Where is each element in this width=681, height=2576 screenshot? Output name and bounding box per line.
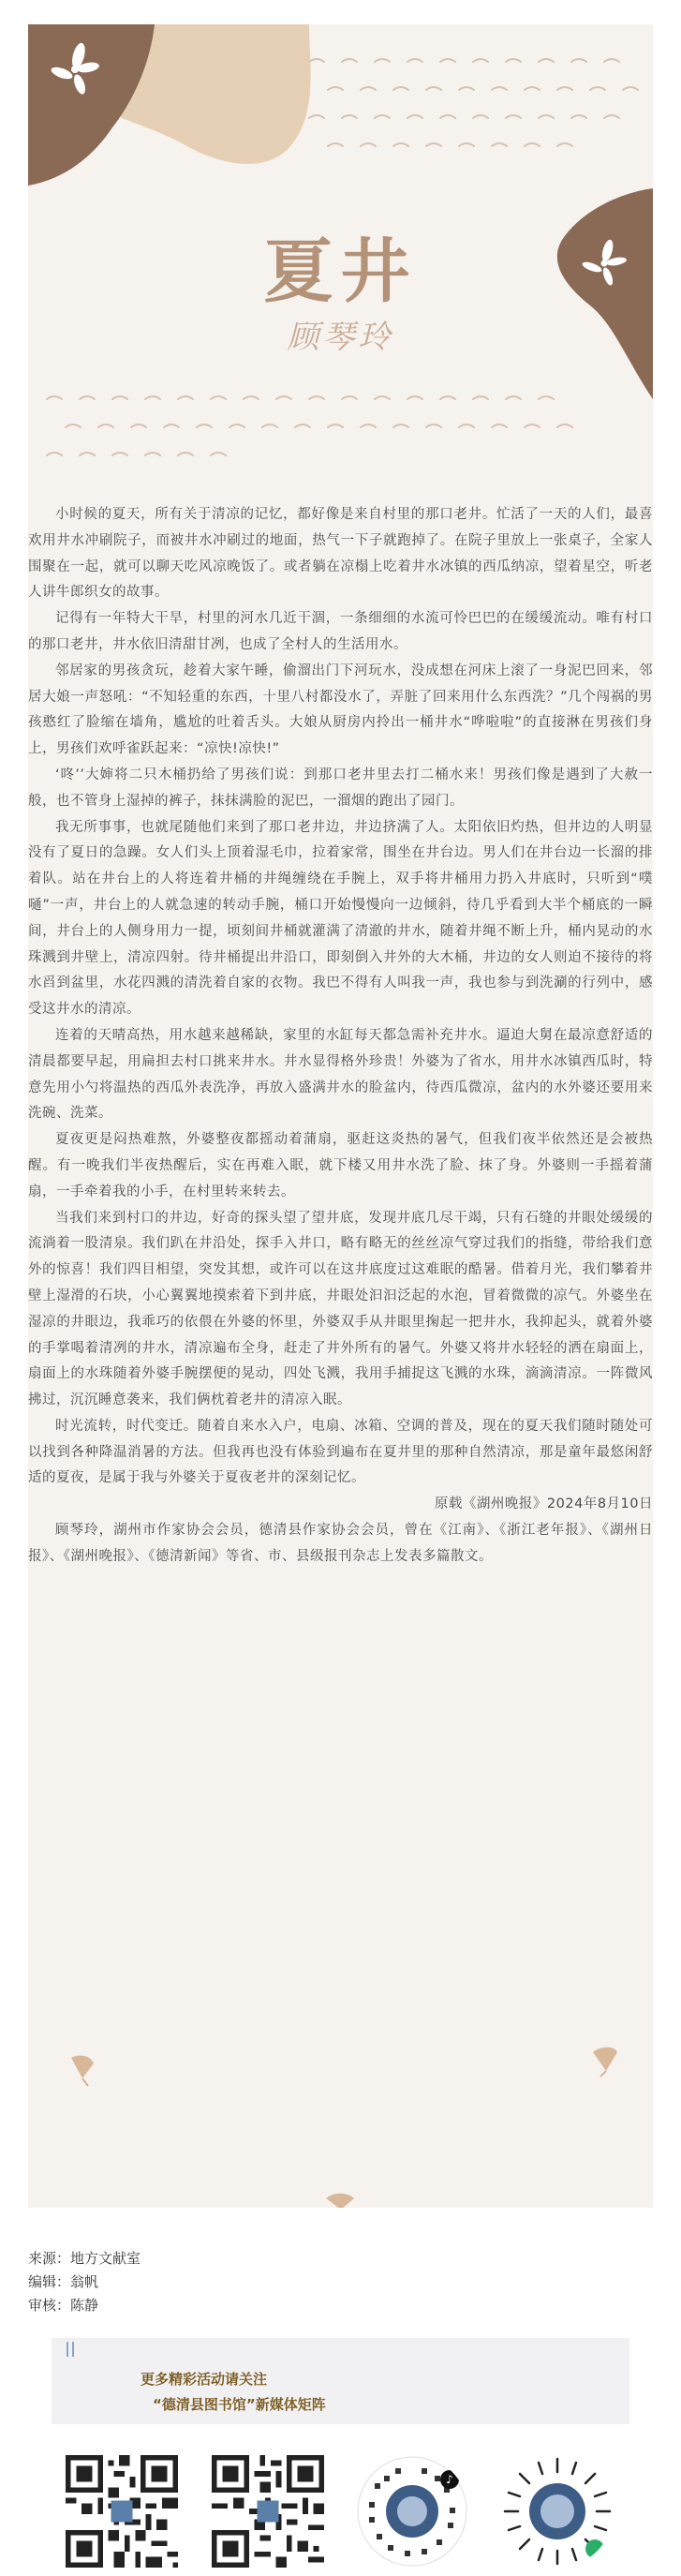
douyin-qr-code[interactable] bbox=[356, 2455, 468, 2568]
article-body bbox=[28, 502, 653, 1571]
qr-code-icon[interactable] bbox=[66, 2455, 178, 2568]
quote-mark-icon bbox=[67, 2342, 68, 2357]
paragraph: 连着的天晴高热，用水越来越稀缺，家里的水缸每天都急需补充井水。逼迫大舅在最凉意舒适的清晨都要早起，用扁担去村口挑来井水。井水显得格外珍贵！外婆为了省水，用井水冰镇西瓜时，特意先用小勺将温热的西瓜外表洗净，再放入盛满井水的脸盆内，待西瓜微凉，盆内的水外婆还要用来洗碗、洗菜。 bbox=[28, 1027, 653, 1122]
paragraph: 邻居家的男孩贪玩，趁着大家午睡，偷溜出门下河玩水，没成想在河床上滚了一身泥巴回来，邻居大娘一声怒吼：“不知轻重的东西，十里八村都没水了，弄脏了回来用什么东西洗？”几个闯祸的男孩憨红了脸缩在墙角，尴尬的吐着舌头。大娘从厨房内拎出一桶井水“哗啦啦”的直接淋在男孩们身上，男孩们欢呼雀跃起来：“凉快!凉快!” bbox=[28, 663, 653, 757]
promo-banner bbox=[52, 2338, 629, 2424]
quote-mark-icon bbox=[72, 2342, 74, 2357]
paragraph: 记得有一年特大干旱，村里的河水几近干涸，一条细细的水流可怜巴巴的在缓缓流动。唯有村口的那口老井，井水依旧清甜甘冽，也成了全村人的生活用水。 bbox=[28, 611, 653, 652]
credit-editor: 编辑：翁帆 bbox=[28, 2273, 99, 2290]
ginkgo-leaf-icon bbox=[320, 2191, 362, 2208]
paragraph: 当我们来到村口的井边，好奇的探头望了望井底，发现井底几尽干竭，只有石缝的井眼处缓缓的流淌着一股清泉。我们趴在井沿处，探手入井口，略有略无的丝丝凉气穿过我们的指缝，带给我们意外的惊喜！我们四目相望，突发其想，或许可以在这井底度过这难眠的酷暑。借着月光，我们攀着井壁上湿滑的石块，小心翼翼地摸索着下到井底，井眼处汩汩泛起的水泡，冒着微微的凉气。外婆坐在湿凉的井眼边，我乖巧的依偎在外婆的怀里，外婆双手从井眼里掬起一把井水，我抑起头，就着外婆的手掌喝着清冽的井水，清凉遍布全身，赶走了井外所有的暑气。外婆又将井水轻轻的洒在扇面上，扇面上的水珠随着外婆手腕摆便的晃动，四处飞溅，我用手捕捉这飞溅的水珠，滴滴清凉。一阵微风拂过，沉沉睡意袭来，我们俩枕着老井的清凉入眠。 bbox=[28, 1210, 653, 1408]
article-card bbox=[28, 24, 653, 2208]
promo-text-line1: 更多精彩活动请关注 bbox=[141, 2371, 268, 2388]
credit-source: 来源：地方文献室 bbox=[28, 2250, 141, 2267]
ginkgo-leaf-icon bbox=[64, 2050, 101, 2088]
paragraph: 我无所事事，也就尾随他们来到了那口老井边，井边挤满了人。太阳依旧灼热，但井边的人明显没有了夏日的急躁。女人们头上顶着湿毛巾，拉着家常，围坐在井台边。男人们在井台边一长溜的排着队。站在井台上的人将连着井桶的井绳缠绕在手腕上，双手将井桶用力扔入井底时，只听到“噗嗵”一声，井台上的人就急速的转动手腕，桶口开始慢慢向一边倾斜，待几乎看到大半个桶底的一瞬间，井台上的人侧身用力一提，顷刻间井桶就灌满了清澈的井水，随着井绳不断上升，桶内晃动的水珠溅到井壁上，清凉四射。待井桶提出井沿口，即刻倒入井外的大木桶，井边的女人则迫不接待的将水舀到盆里，水花四溅的清洗着自家的衣物。我巴不得有人叫我一声，我也参与到洗涮的行列中，感受这井水的清凉。 bbox=[28, 819, 653, 1018]
ginkgo-leaf-icon bbox=[585, 2041, 623, 2078]
promo-text-line2: “德清县图书馆”新媒体矩阵 bbox=[153, 2396, 326, 2413]
wechat-mini-program-code[interactable] bbox=[501, 2455, 614, 2568]
paragraph: ‘咚’’大婶将二只木桶扔给了男孩们说：到那口老井里去打二桶水来！男孩们像是遇到了大赦一般，也不管身上湿掉的裤子，抹抹满脸的泥巴，一溜烟的跑出了园门。 bbox=[28, 767, 653, 809]
qr-code-icon[interactable] bbox=[212, 2455, 324, 2568]
source-line: 原载《湖州晚报》2024年8月10日 bbox=[434, 1496, 653, 1512]
article-author: 顾琴玲 bbox=[287, 319, 394, 356]
paragraph: 夏夜更是闷热难熬，外婆整夜都摇动着蒲扇，驱赶这炎热的暑气，但我们夜半依然还是会被热醒。有一晚我们半夜热醒后，实在再难入眠，就下楼又用井水洗了脸、抹了身。外婆则一手摇着蒲扇，一手牵着我的小手，在村里转来转去。 bbox=[28, 1132, 653, 1199]
credit-reviewer: 审核：陈静 bbox=[28, 2297, 99, 2314]
credits bbox=[28, 2247, 141, 2317]
paragraph: 小时候的夏天，所有关于清凉的记忆，都好像是来自村里的那口老井。忙活了一天的人们，最喜欢用井水冲刷院子，而被井水冲刷过的地面，热气一下子就跑掉了。在院子里放上一张桌子，全家人围聚在一起，就可以聊天吃风凉晚饭了。或者躺在凉榻上吃着井水冰镇的西瓜纳凉，望着星空，听老人讲牛郎织女的故事。 bbox=[28, 507, 653, 601]
article-title: 夏井 bbox=[263, 231, 418, 312]
author-bio: 顾琴玲，湖州市作家协会会员，德清县作家协会会员，曾在《江南》、《浙江老年报》、《湖州日报》、《湖州晚报》、《德清新闻》等省、市、县级报刊杂志上发表多篇散文。 bbox=[28, 1523, 653, 1564]
svg-text:♪: ♪ bbox=[446, 2473, 453, 2486]
paragraph: 时光流转，时代变迁。随着自来水入户，电扇、冰箱、空调的普及，现在的夏天我们随时随处可以找到各种降温消暑的方法。但我再也没有体验到遍布在夏井里的那种自然清凉，那是童年最悠闲舒适的夏夜，是属于我与外婆关于夏夜老井的深刻记忆。 bbox=[28, 1418, 653, 1486]
